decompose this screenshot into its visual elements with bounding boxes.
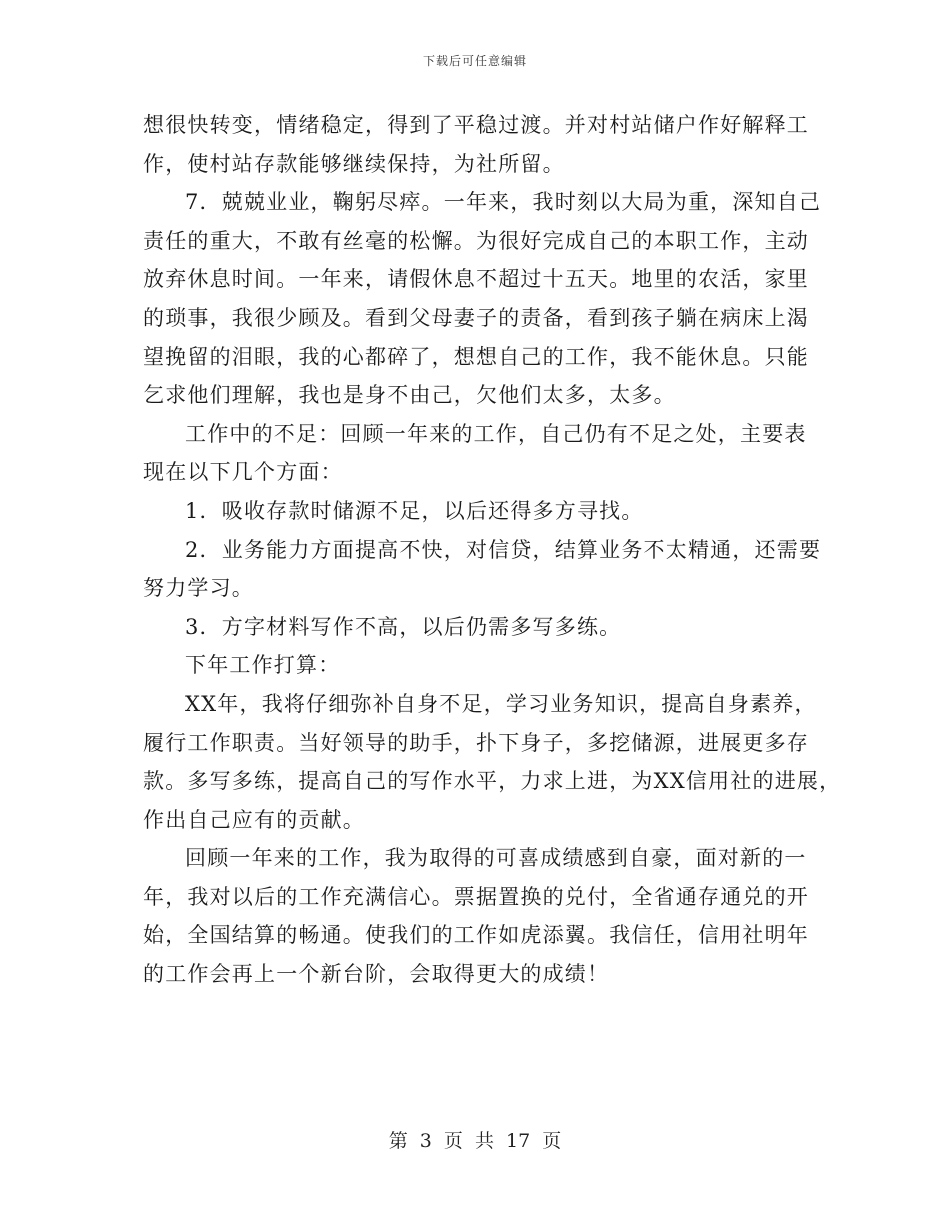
page-header: 下载后可任意编辑: [422, 54, 527, 68]
text-line: 下年工作打算：: [185, 653, 341, 678]
text-line: 的琐事，我很少顾及。看到父母妻子的责备，看到孩子躺在病床上渴: [143, 305, 809, 330]
text-line: 的工作会再上一个新台阶，会取得更大的成绩！: [143, 962, 610, 987]
text-line: 乞求他们理解，我也是身不由己，欠他们太多，太多。: [143, 383, 676, 408]
text-line: 望挽留的泪眼，我的心都碎了，想想自己的工作，我不能休息。只能: [143, 344, 809, 369]
footer-suffix: 页: [542, 1130, 562, 1152]
text-line: 放弃休息时间。一年来，请假休息不超过十五天。地里的农活，家里: [143, 267, 809, 292]
text-line: 现在以下几个方面：: [143, 460, 343, 485]
text-line: 3．方字材料写作不高，以后仍需多写多练。: [185, 614, 622, 639]
text-line: 年，我对以后的工作充满信心。票据置换的兑付，全省通存通兑的开: [143, 884, 809, 909]
text-line: 想很快转变，情绪稳定，得到了平稳过渡。并对村站储户作好解释工: [143, 113, 809, 137]
text-line: XX年，我将仔细弥补自身不足，学习业务知识，提高自身素养，: [185, 691, 817, 716]
text-line: 1．吸收存款时储源不足，以后还得多方寻找。: [185, 498, 644, 523]
text-line: 始，全国结算的畅通。使我们的工作如虎添翼。我信任，信用社明年: [143, 923, 809, 948]
total-pages-number: 17: [506, 1130, 531, 1152]
current-page-number: 3: [419, 1130, 432, 1152]
page-footer: [0, 1126, 950, 1153]
document-body: [143, 106, 842, 994]
footer-total-word: 共: [474, 1130, 494, 1152]
text-line: 责任的重大，不敢有丝毫的松懈。为很好完成自己的本职工作，主动: [143, 228, 809, 253]
text-line: 履行工作职责。当好领导的助手，扑下身子，多挖储源，进展更多存: [143, 730, 809, 755]
text-line: 2．业务能力方面提高不快，对信贷，结算业务不太精通，还需要: [185, 537, 822, 562]
text-line: 工作中的不足：回顾一年来的工作，自己仍有不足之处，主要表: [185, 421, 807, 446]
text-line: 努力学习。: [143, 576, 254, 601]
text-line: 款。多写多练，提高自己的写作水平，力求上进，为XX信用社的进展，: [143, 769, 842, 794]
text-line: 回顾一年来的工作，我为取得的可喜成绩感到自豪，面对新的一: [185, 846, 807, 871]
footer-prefix: 第: [388, 1130, 408, 1152]
text-line: 作，使村站存款能够继续保持，为社所留。: [143, 151, 565, 176]
footer-page-word: 页: [443, 1130, 463, 1152]
text-line: 作出自己应有的贡献。: [143, 807, 365, 832]
text-line: 7．兢兢业业，鞠躬尽瘁。一年来，我时刻以大局为重，深知自己: [185, 190, 822, 215]
